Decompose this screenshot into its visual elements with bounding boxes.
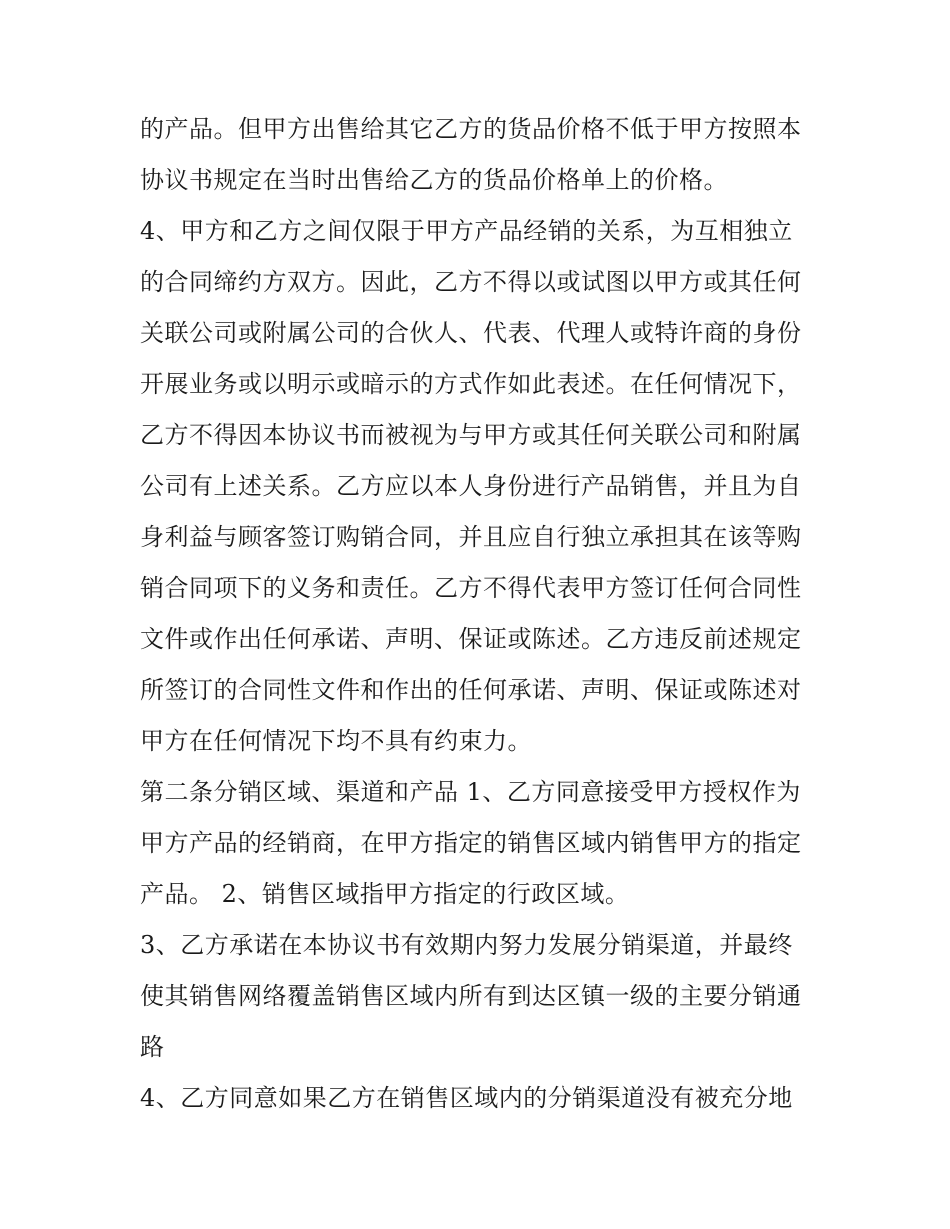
text-line: 开展业务或以明示或暗示的方式作如此表述。在任何情况下， bbox=[140, 370, 802, 398]
text-line: 公司有上述关系。乙方应以本人身份进行产品销售，并且为自 bbox=[140, 472, 802, 500]
text-line: 关联公司或附属公司的合伙人、代表、代理人或特许商的身份 bbox=[140, 319, 802, 347]
document-body bbox=[140, 104, 820, 1124]
text-line: 甲方产品的经销商，在甲方指定的销售区域内销售甲方的指定 bbox=[140, 829, 802, 857]
text-line: 使其销售网络覆盖销售区域内所有到达区镇一级的主要分销通 bbox=[140, 982, 802, 1010]
text-line: 的产品。但甲方出售给其它乙方的货品价格不低于甲方按照本 bbox=[140, 115, 802, 143]
text-line: 4、甲方和乙方之间仅限于甲方产品经销的关系，为互相独立 bbox=[140, 217, 793, 245]
text-line: 乙方不得因本协议书而被视为与甲方或其任何关联公司和附属 bbox=[140, 421, 802, 449]
text-line: 路 bbox=[140, 1033, 165, 1061]
text-line: 文件或作出任何承诺、声明、保证或陈述。乙方违反前述规定 bbox=[140, 625, 802, 653]
text-line: 身利益与顾客签订购销合同，并且应自行独立承担其在该等购 bbox=[140, 523, 802, 551]
text-line: 协议书规定在当时出售给乙方的货品价格单上的价格。 bbox=[140, 166, 728, 194]
text-line: 所签订的合同性文件和作出的任何承诺、声明、保证或陈述对 bbox=[140, 676, 802, 704]
text-line: 甲方在任何情况下均不具有约束力。 bbox=[140, 727, 532, 755]
text-line: 3、乙方承诺在本协议书有效期内努力发展分销渠道，并最终 bbox=[140, 931, 793, 959]
text-line: 4、乙方同意如果乙方在销售区域内的分销渠道没有被充分地 bbox=[140, 1084, 793, 1112]
text-line: 产品。 2、销售区域指甲方指定的行政区域。 bbox=[140, 880, 630, 908]
text-line: 销合同项下的义务和责任。乙方不得代表甲方签订任何合同性 bbox=[140, 574, 802, 602]
text-line: 第二条分销区域、渠道和产品 1、乙方同意接受甲方授权作为 bbox=[140, 778, 801, 806]
text-line: 的合同缔约方双方。因此，乙方不得以或试图以甲方或其任何 bbox=[140, 268, 802, 296]
